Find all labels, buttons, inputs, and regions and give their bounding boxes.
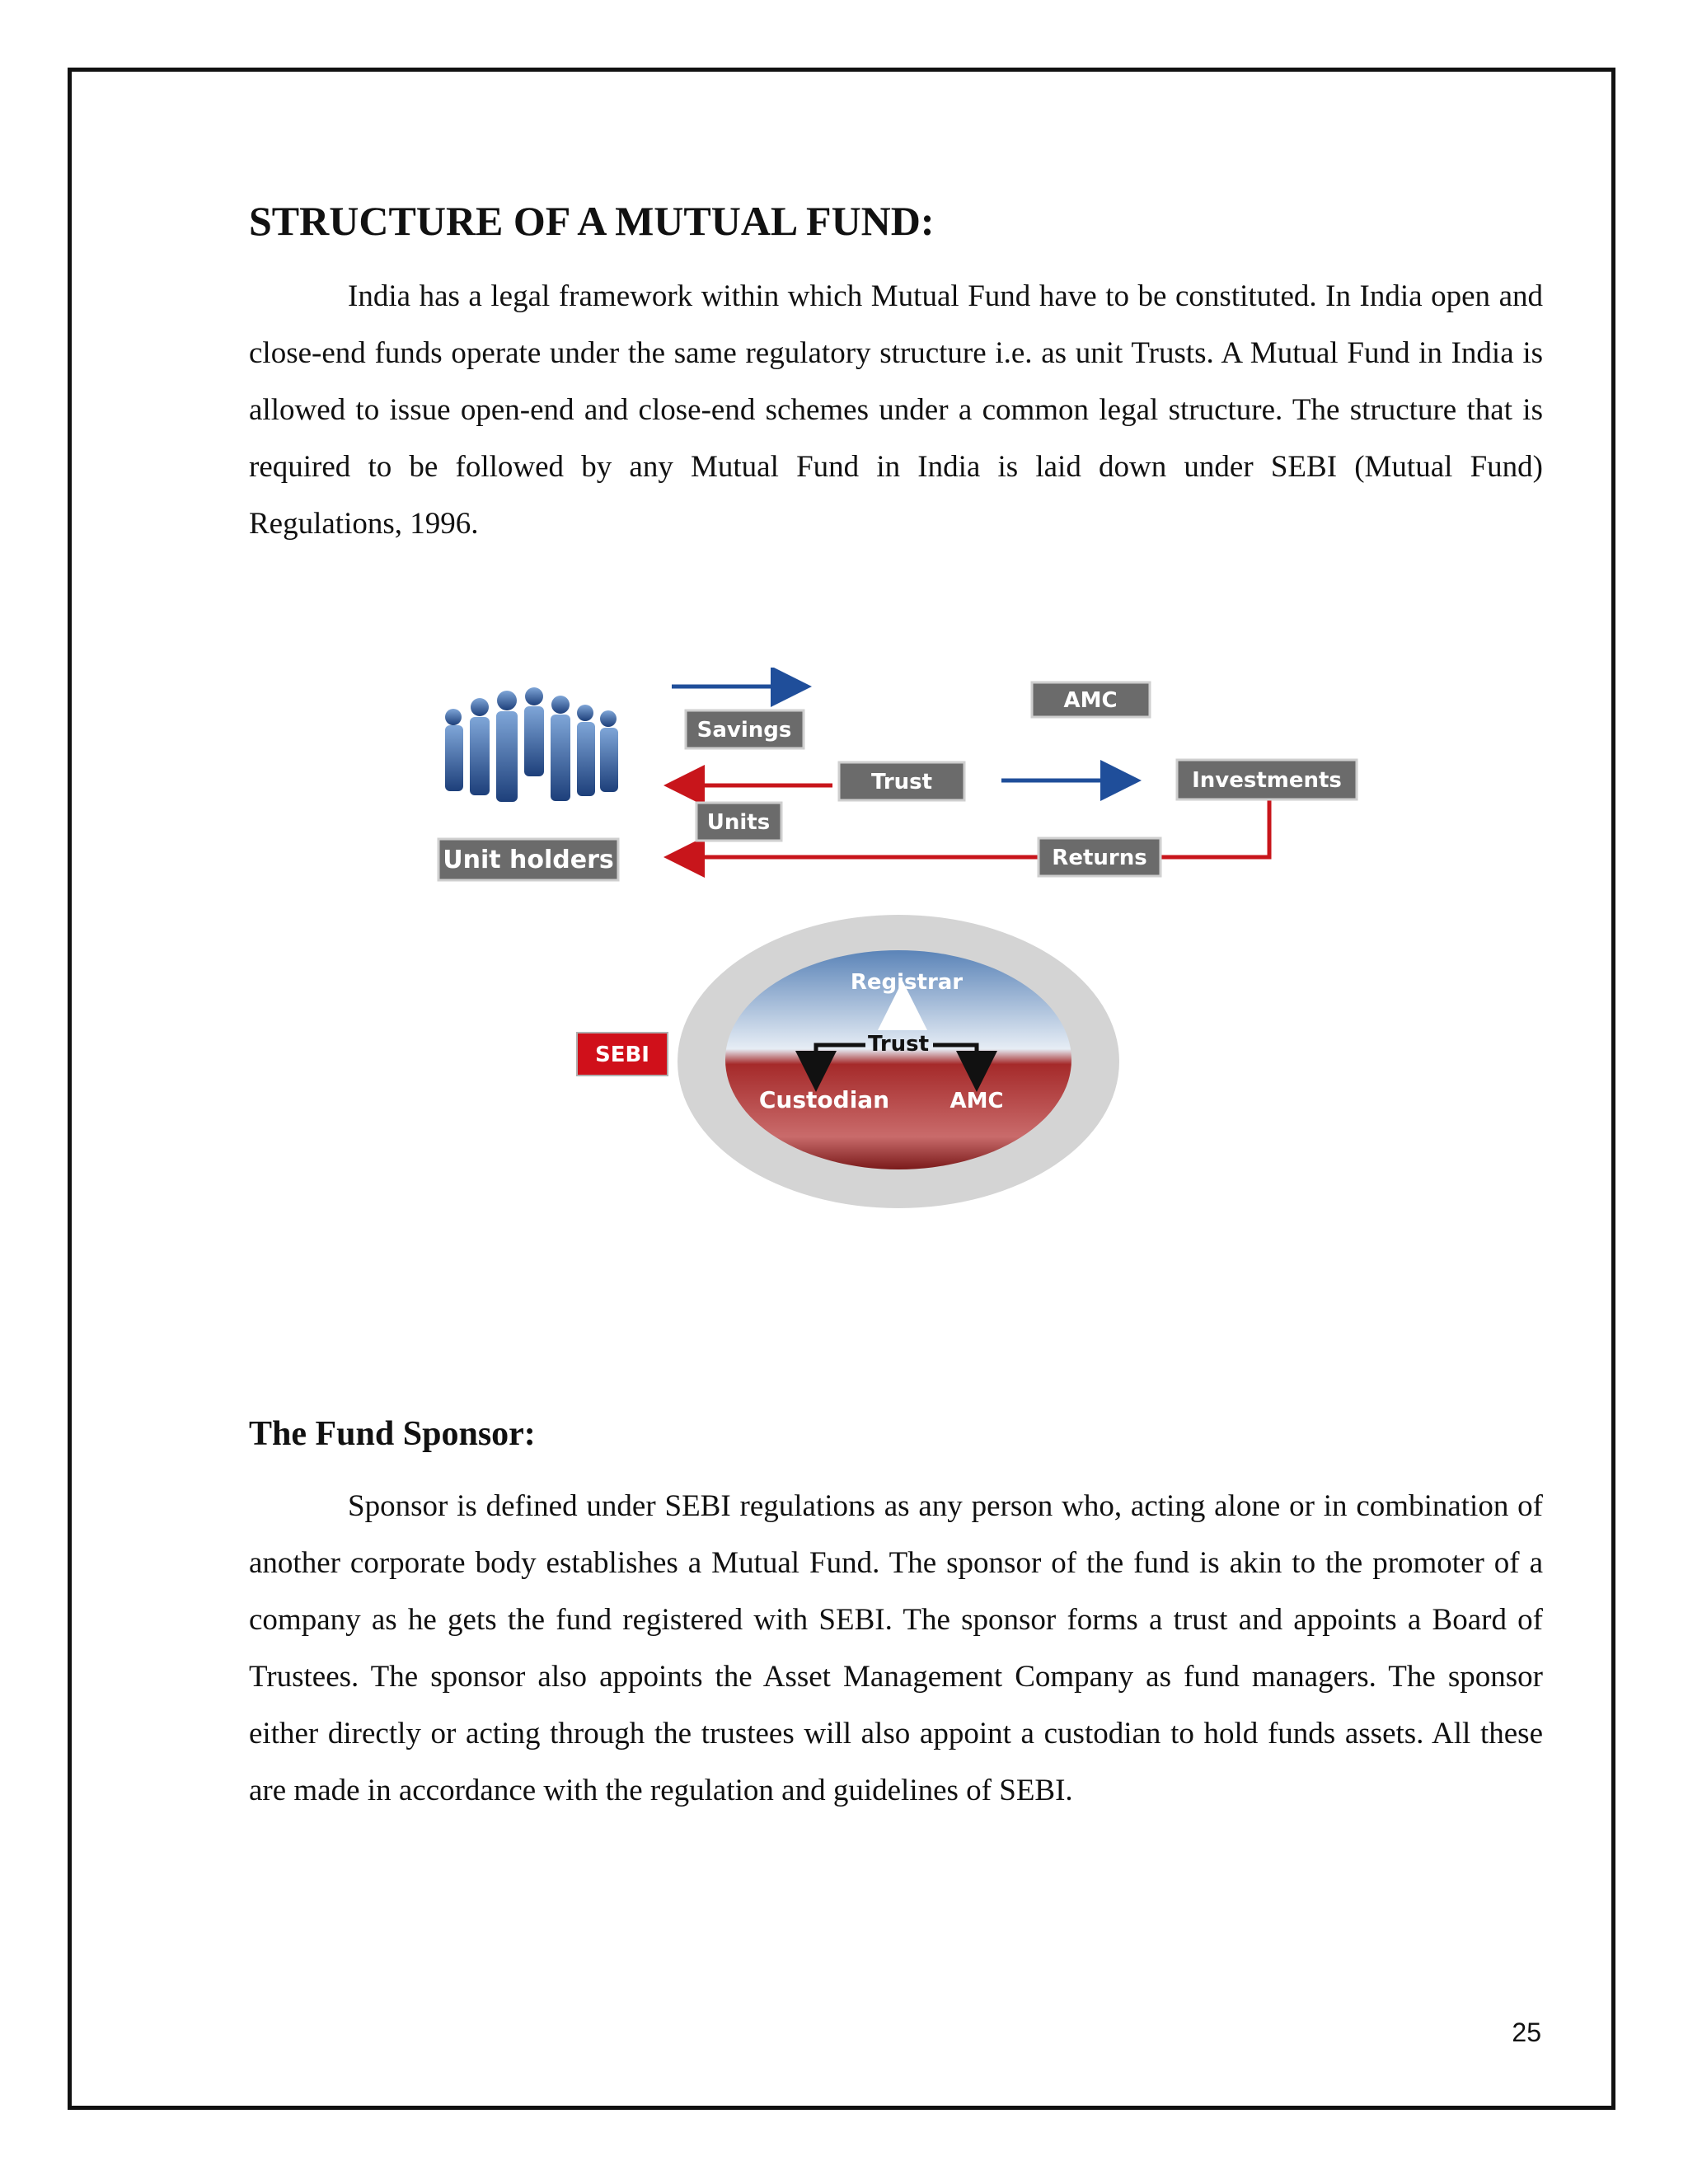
unit-holders-label: Unit holders (443, 846, 614, 874)
amc-top-label: AMC (1063, 688, 1118, 713)
mutual-fund-structure-diagram (429, 668, 1376, 1212)
investments-label-box (1177, 760, 1357, 799)
amc-top-label-box (1032, 682, 1150, 717)
section-paragraph-structure: India has a legal framework within which Mutual Fund have to be constituted. In India open and close-end funds operate under the same regulatory structure i.e. as unit Trusts. A Mutual Fund in India is allowed to issue open-end and close-end schemes under a common legal structure. The structure that is required to be followed by any Mutual Fund in India is laid down under SEBI (Mutual Fund) Regulations, 1996. (249, 279, 1543, 541)
people-silhouette-icon (445, 687, 618, 802)
trust-top-label-box (839, 762, 964, 800)
section-title-structure: STRUCTURE OF A MUTUAL FUND: (249, 198, 935, 244)
savings-label-box (686, 710, 804, 748)
trust-center-label: Trust (867, 1032, 930, 1057)
amc-bottom-label: AMC (950, 1089, 1004, 1113)
page-number: 25 (1512, 2018, 1541, 2047)
units-label-box (696, 803, 781, 841)
sebi-label: SEBI (595, 1043, 649, 1067)
returns-label: Returns (1052, 846, 1147, 870)
investments-label: Investments (1192, 768, 1342, 793)
custodian-label: Custodian (758, 1086, 890, 1113)
section-paragraph-fund-sponsor: Sponsor is defined under SEBI regulations as any person who, acting alone or in combination of another corporate body establishes a Mutual Fund. The sponsor of the fund is akin to the promoter of a company as he gets the fund registered with SEBI. The sponsor forms a trust and appoints a Board of Trustees. The sponsor also appoints the Asset Management Company as fund managers. The sponsor either directly or acting through the trustees will also appoint a custodian to hold funds assets. All these are made in accordance with the regulation and guidelines of SEBI. (249, 1489, 1543, 1807)
trust-top-label: Trust (870, 770, 933, 794)
returns-label-box (1039, 838, 1160, 876)
sebi-label-box (577, 1033, 668, 1076)
savings-label: Savings (696, 718, 792, 743)
section-title-fund-sponsor: The Fund Sponsor: (249, 1415, 536, 1453)
unit-holders-label-box (438, 839, 618, 880)
units-label: Units (706, 810, 771, 835)
registrar-label: Registrar (850, 970, 964, 995)
